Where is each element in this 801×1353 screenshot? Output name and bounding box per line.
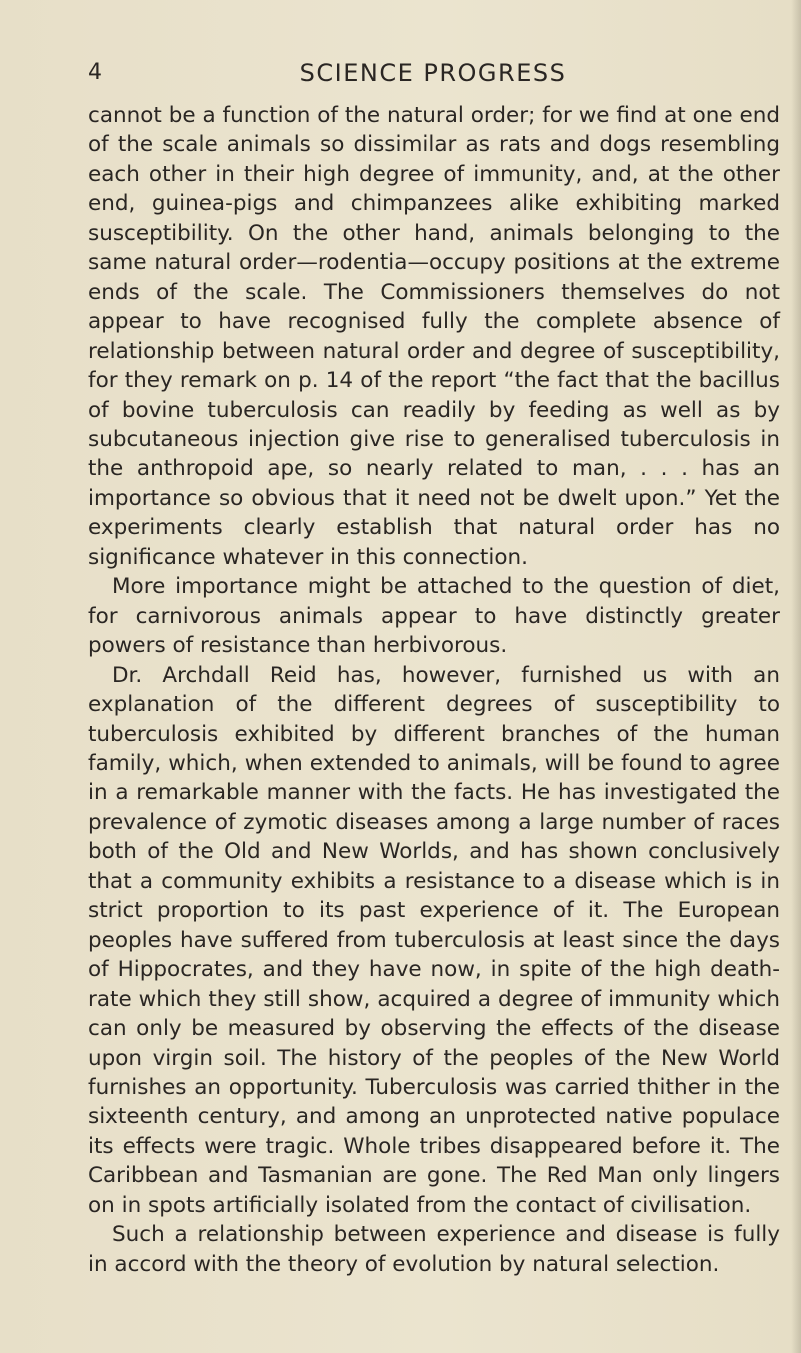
paragraph-3: Dr. Archdall Reid has, however, furnished us with an explanation of the different degrees of susceptibility to tuberculosis exhibited by different branches of the human family, which, when extended to animals, will be found to agree in a remarkable manner with the facts. He has investigated the prevalence of zymotic diseases among a large number of races both of the Old and New Worlds, and has shown conclusively that a community exhibits a resistance to a disease which is in strict proportion to its past experience of it. The European peoples have suffered from tuberculosis at least since the days of Hippocrates, and they have now, in spite of the high death-rate which they still show, acquired a degree of immunity which can only be measured by observing the effects of the disease upon virgin soil. The history of the peoples of the New World furnishes an opportunity. Tuberculosis was carried thither in the sixteenth century, and among an unprotected native populace its effects were tragic. Whole tribes disappeared before it. The Caribbean and Tasmanian are gone. The Red Man only lingers on in spots artificially isolated from the contact of civilisation.	[88, 662, 780, 1218]
body-text	[88, 101, 780, 1279]
page-number: 4	[88, 60, 102, 85]
page-edge-shadow	[791, 0, 801, 1353]
paragraph-2: More importance might be attached to the question of diet, for carnivorous animals appear to have distinctly greater powers of resistance than herbivorous.	[88, 574, 780, 659]
running-title: SCIENCE PROGRESS	[299, 59, 567, 87]
paragraph-4: Such a relationship between experience and disease is fully in accord with the theory of evolution by natural selection.	[88, 1222, 780, 1277]
page-header	[88, 60, 778, 90]
paragraph-1: cannot be a function of the natural order; for we find at one end of the scale animals so dissimilar as rats and dogs resembling each other in their high degree of immunity, and, at the other end, guinea-pigs and chimpanzees alike exhibiting marked susceptibility. On the other hand, animals belonging to the same natural order—rodentia—occupy positions at the extreme ends of the scale. The Commissioners themselves do not appear to have recognised fully the complete absence of relationship between natural order and degree of susceptibility, for they remark on p. 14 of the report “the fact that the bacillus of bovine tuberculosis can readily by feeding as well as by subcutaneous injection give rise to generalised tuberculosis in the anthropoid ape, so nearly related to man, . . . has an importance so obvious that it need not be dwelt upon.” Yet the experiments clearly establish that natural order has no significance whatever in this connection.	[88, 103, 780, 570]
